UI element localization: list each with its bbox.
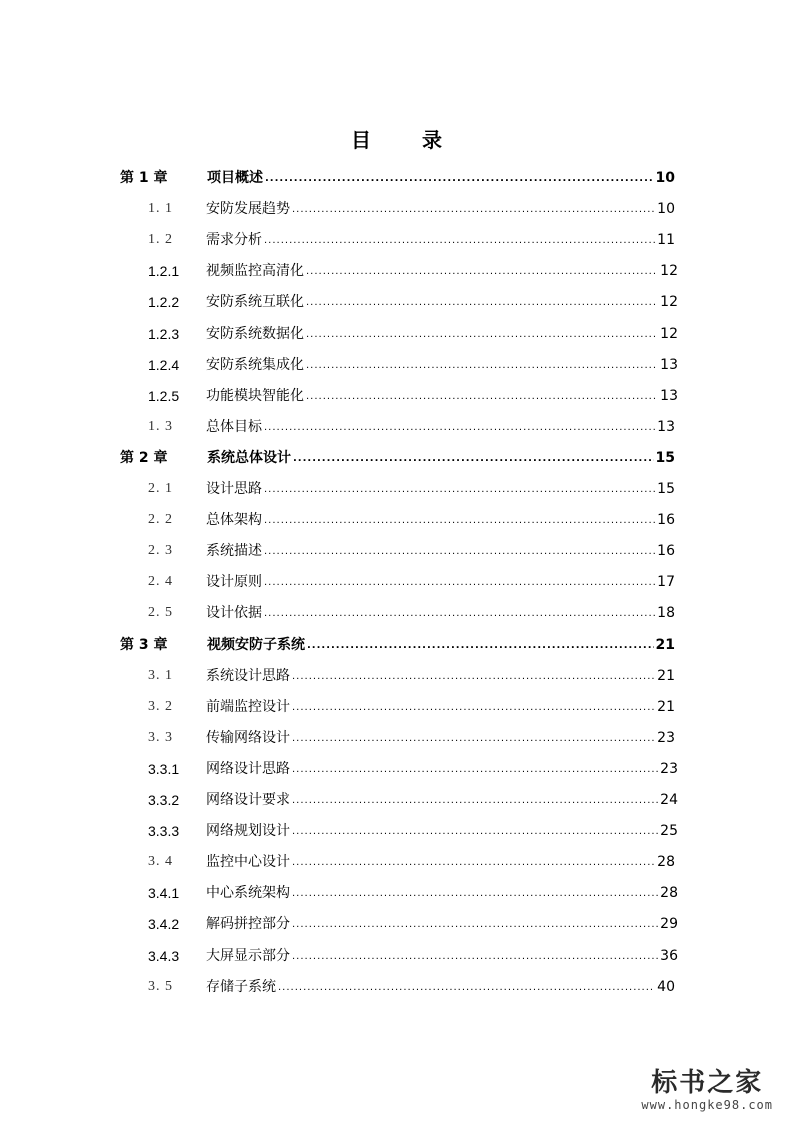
toc-entry[interactable] xyxy=(148,783,678,809)
toc-entry[interactable] xyxy=(148,472,675,498)
toc-entry-title: 总体目标 xyxy=(206,418,262,435)
toc-entry-number: 第 3 章 xyxy=(120,636,168,653)
toc-entry-title: 设计思路 xyxy=(206,481,262,497)
toc-entry-title: 中心系统架构 xyxy=(206,885,290,902)
toc-dot-leader xyxy=(264,483,655,498)
toc-entry-number: 3. 4 xyxy=(148,854,173,870)
toc-entry-number: 3. 2 xyxy=(148,698,173,714)
toc-entry-number: 1. 1 xyxy=(148,201,173,217)
toc-entry-title: 监控中心设计 xyxy=(206,854,290,871)
toc-dot-leader xyxy=(264,545,655,560)
toc-entry-title: 网络设计思路 xyxy=(206,760,290,777)
toc-entry-page-number: 10 xyxy=(657,201,675,218)
toc-entry-title: 系统总体设计 xyxy=(207,449,291,466)
toc-dot-leader xyxy=(307,639,654,654)
toc-entry-number: 2. 5 xyxy=(148,605,173,621)
toc-entry-page-number: 24 xyxy=(660,792,678,808)
toc-dot-leader xyxy=(306,265,658,280)
toc-entry-number: 1.2.2 xyxy=(148,294,180,311)
toc-entry[interactable] xyxy=(148,907,678,933)
toc-entry[interactable] xyxy=(148,254,678,280)
toc-entry-title: 功能模块智能化 xyxy=(206,387,304,404)
toc-entry-page-number: 13 xyxy=(657,418,675,435)
toc-entry[interactable] xyxy=(148,534,675,560)
toc-entry-number: 1. 2 xyxy=(148,232,173,248)
toc-entry-number: 3. 3 xyxy=(148,729,173,745)
toc-entry-number: 1.2.5 xyxy=(148,387,180,404)
toc-entry-number: 3.4.1 xyxy=(148,885,180,902)
toc-entry[interactable] xyxy=(148,845,675,871)
toc-dot-leader xyxy=(292,701,655,716)
toc-entry-number: 1.2.3 xyxy=(148,325,180,342)
toc-entry-page-number: 28 xyxy=(660,885,678,902)
toc-entry-title: 总体架构 xyxy=(206,512,262,529)
toc-entry[interactable] xyxy=(148,410,675,436)
toc-entry-title: 项目概述 xyxy=(207,170,263,186)
toc-entry-page-number: 17 xyxy=(657,574,675,591)
toc-dot-leader xyxy=(264,234,655,249)
toc-entry[interactable] xyxy=(148,721,675,747)
toc-entry-page-number: 23 xyxy=(657,729,675,746)
toc-entry[interactable] xyxy=(120,628,675,654)
toc-entry[interactable] xyxy=(148,317,678,343)
toc-dot-leader xyxy=(292,794,658,809)
toc-entry-page-number: 16 xyxy=(657,543,675,560)
toc-entry[interactable] xyxy=(148,814,678,840)
toc-entry-page-number: 12 xyxy=(660,325,678,342)
toc-entry-number: 第 2 章 xyxy=(120,449,168,466)
toc-entry-title: 视频安防子系统 xyxy=(207,636,305,653)
toc-entry-title: 需求分析 xyxy=(206,232,262,249)
toc-entry-page-number: 40 xyxy=(657,978,675,995)
toc-entry-number: 第 1 章 xyxy=(120,170,168,186)
toc-dot-leader xyxy=(292,732,655,747)
toc-dot-leader xyxy=(264,514,655,529)
toc-entry-title: 网络规划设计 xyxy=(206,823,290,840)
toc-dot-leader xyxy=(306,359,658,374)
toc-entry[interactable] xyxy=(148,596,675,622)
toc-entry-number: 3.3.2 xyxy=(148,792,180,808)
toc-entry[interactable] xyxy=(148,348,678,374)
toc-entry-page-number: 10 xyxy=(655,170,675,186)
toc-entry[interactable] xyxy=(148,223,675,249)
watermark-logo: 标书之家 xyxy=(651,1068,764,1098)
toc-entry-page-number: 21 xyxy=(657,698,675,715)
toc-entry[interactable] xyxy=(148,659,675,685)
toc-entry[interactable] xyxy=(148,379,678,405)
toc-dot-leader xyxy=(292,825,658,840)
toc-entry[interactable] xyxy=(148,503,675,529)
toc-entry-title: 传输网络设计 xyxy=(206,729,290,746)
page-title: 目 录 xyxy=(351,128,464,152)
toc-entry-page-number: 21 xyxy=(657,667,675,684)
toc-dot-leader xyxy=(292,887,658,902)
toc-entry-number: 3. 1 xyxy=(148,667,173,683)
toc-dot-leader xyxy=(278,981,655,996)
toc-entry-page-number: 15 xyxy=(655,449,675,466)
toc-entry-number: 2. 2 xyxy=(148,512,173,528)
toc-dot-leader xyxy=(292,856,655,871)
toc-dot-leader xyxy=(292,203,655,218)
toc-entry-number: 2. 3 xyxy=(148,543,173,559)
toc-entry[interactable] xyxy=(120,441,675,467)
toc-entry-page-number: 12 xyxy=(660,263,678,280)
toc-dot-leader xyxy=(292,763,658,778)
toc-entry[interactable] xyxy=(148,876,678,902)
toc-entry[interactable] xyxy=(120,161,675,187)
toc-entry-title: 系统设计思路 xyxy=(206,667,290,684)
toc-entry[interactable] xyxy=(148,690,675,716)
toc-entry-page-number: 11 xyxy=(657,232,675,249)
toc-entry-page-number: 23 xyxy=(660,760,678,777)
watermark xyxy=(641,1068,773,1112)
toc-entry-page-number: 12 xyxy=(660,294,678,311)
toc-entry-page-number: 16 xyxy=(657,512,675,529)
toc-dot-leader xyxy=(264,421,655,436)
toc-entry-number: 3. 5 xyxy=(148,978,173,994)
toc-entry-page-number: 13 xyxy=(660,356,678,373)
toc-entry-title: 设计依据 xyxy=(206,605,262,622)
toc-dot-leader xyxy=(292,918,658,933)
toc-entry-page-number: 18 xyxy=(657,605,675,622)
toc-dot-leader xyxy=(306,390,658,405)
toc-entry-number: 1. 3 xyxy=(148,418,173,434)
toc-entry[interactable] xyxy=(148,970,675,996)
toc-entry-title: 安防发展趋势 xyxy=(206,201,290,218)
toc-entry-number: 1.2.4 xyxy=(148,356,180,373)
toc-dot-leader xyxy=(292,670,655,685)
toc-dot-leader xyxy=(265,172,654,187)
watermark-url: www.hongke98.com xyxy=(641,1098,773,1112)
toc-entry-number: 2. 1 xyxy=(148,481,173,496)
toc-entry[interactable] xyxy=(148,565,675,591)
toc-entry-number: 3.3.3 xyxy=(148,823,180,840)
toc-dot-leader xyxy=(292,950,658,965)
toc-dot-leader xyxy=(306,296,658,311)
toc-entry-page-number: 28 xyxy=(657,854,675,871)
toc-entry-title: 解码拼控部分 xyxy=(206,916,290,933)
toc-entry-title: 设计原则 xyxy=(206,574,262,591)
toc-entry-page-number: 13 xyxy=(660,387,678,404)
toc-entry-page-number: 36 xyxy=(660,947,678,964)
toc-entry[interactable] xyxy=(148,192,675,218)
toc-entry-title: 系统描述 xyxy=(206,543,262,560)
toc-entry-title: 安防系统互联化 xyxy=(206,294,304,311)
toc-entry-title: 视频监控高清化 xyxy=(206,263,304,280)
toc-entry-number: 3.4.2 xyxy=(148,916,180,933)
toc-entry-number: 1.2.1 xyxy=(148,263,180,280)
toc-entry-title: 前端监控设计 xyxy=(206,698,290,715)
toc-entry-title: 存储子系统 xyxy=(206,978,276,995)
toc-dot-leader xyxy=(264,607,655,622)
toc-entry-number: 3.4.3 xyxy=(148,947,180,964)
toc-entry-page-number: 25 xyxy=(660,823,678,840)
toc-entry-title: 大屏显示部分 xyxy=(206,947,290,964)
toc-entry[interactable] xyxy=(148,939,678,965)
toc-entry-number: 3.3.1 xyxy=(148,760,180,777)
toc-entry-title: 网络设计要求 xyxy=(206,792,290,808)
toc-entry-page-number: 15 xyxy=(657,481,675,497)
toc-dot-leader xyxy=(264,576,655,591)
toc-entry-title: 安防系统集成化 xyxy=(206,356,304,373)
toc-entry-title: 安防系统数据化 xyxy=(206,325,304,342)
toc-entry[interactable] xyxy=(148,752,678,778)
toc-entry-page-number: 21 xyxy=(655,636,675,653)
toc-dot-leader xyxy=(306,328,658,343)
toc-dot-leader xyxy=(293,452,654,467)
toc-entry-number: 2. 4 xyxy=(148,574,173,590)
toc-entry[interactable] xyxy=(148,285,678,311)
toc-entry-page-number: 29 xyxy=(660,916,678,933)
